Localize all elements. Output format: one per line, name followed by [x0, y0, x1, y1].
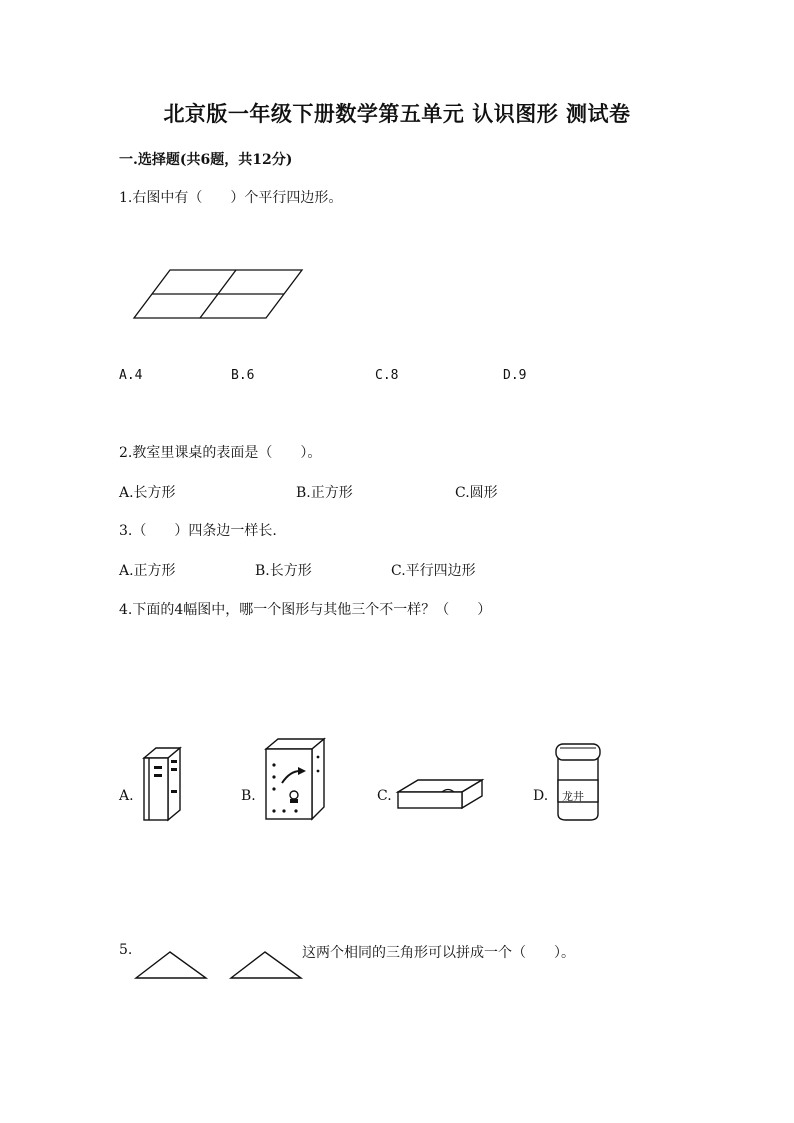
question-2-text: 2.教室里课桌的表面是（ ）。 — [119, 445, 322, 461]
box-carton-icon — [264, 737, 326, 821]
q1-option-b[interactable]: B.6 — [231, 368, 255, 383]
question-3-text: 3.（ ）四条边一样长. — [119, 523, 277, 539]
question-4-text: 4.下面的4幅图中，哪一个图形与其他三个不一样？（ ） — [119, 602, 492, 618]
q2-option-c[interactable]: C.圆形 — [455, 485, 498, 501]
q4-option-a[interactable]: A. — [119, 788, 134, 804]
page-title: 北京版一年级下册数学第五单元 认识图形 测试卷 — [163, 101, 631, 126]
q4-option-b[interactable]: B. — [241, 788, 256, 804]
section-heading: 一.选择题(共6题，共12分) — [119, 152, 293, 168]
q3-option-b[interactable]: B.长方形 — [255, 563, 312, 579]
parallelogram-grid-figure — [130, 266, 310, 322]
question-1-text: 1.右图中有（ ）个平行四边形。 — [119, 190, 343, 206]
q3-option-c[interactable]: C.平行四边形 — [391, 563, 476, 579]
q4-option-d[interactable]: D. — [533, 788, 549, 804]
question-5-text: 这两个相同的三角形可以拼成一个（ ）。 — [302, 945, 575, 961]
q2-option-b[interactable]: B.正方形 — [296, 485, 353, 501]
q2-option-a[interactable]: A.长方形 — [119, 485, 176, 501]
q3-option-a[interactable]: A.正方形 — [119, 563, 176, 579]
q1-option-d[interactable]: D.9 — [503, 368, 527, 383]
triangle-icon-2 — [229, 950, 305, 982]
triangle-icon-1 — [134, 950, 210, 982]
book-icon — [140, 746, 186, 824]
jar-label: 龙井 — [562, 790, 584, 803]
flat-box-icon — [396, 778, 486, 812]
q1-option-c[interactable]: C.8 — [375, 368, 399, 383]
q4-option-c[interactable]: C. — [377, 788, 392, 804]
tea-jar-icon — [550, 740, 606, 822]
question-5-number: 5. — [119, 942, 133, 958]
q1-option-a[interactable]: A.4 — [119, 368, 143, 383]
